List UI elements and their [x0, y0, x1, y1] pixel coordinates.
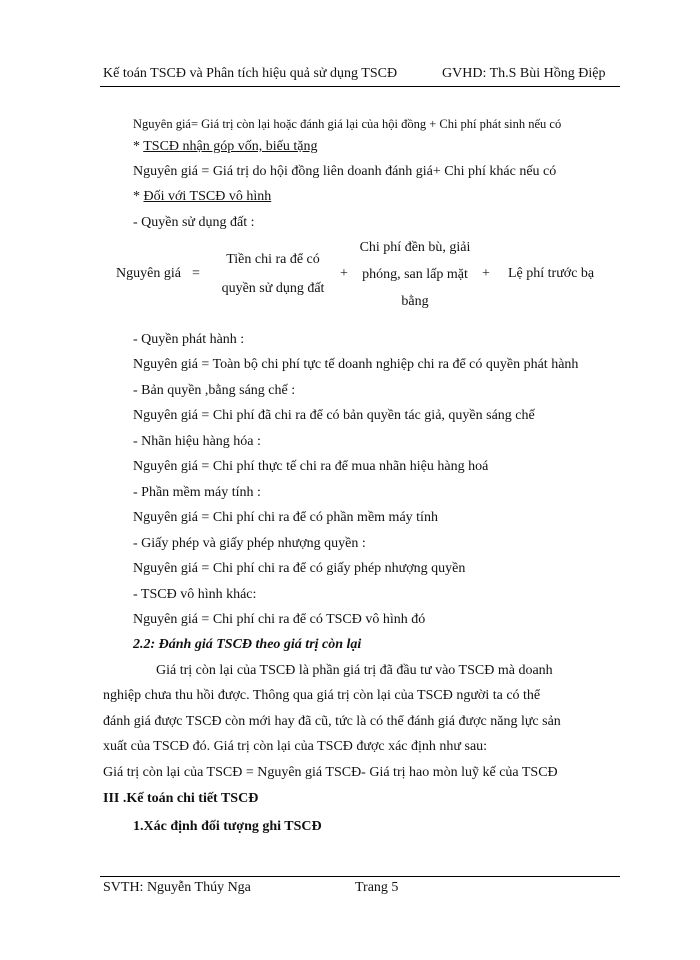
- paragraph-line: Giá trị còn lại của TSCĐ là phần giá trị đã đầu tư vào TSCĐ mà doanh: [156, 663, 553, 678]
- section-heading-iii: III .Kế toán chi tiết TSCĐ: [103, 791, 259, 806]
- formula-term1-top: Tiền chi ra để có: [226, 252, 320, 267]
- header-title: Kế toán TSCĐ và Phân tích hiệu quả sử dụng TSCĐ: [103, 66, 398, 81]
- footer-author: SVTH: Nguyễn Thúy Nga: [103, 880, 251, 895]
- item-label: - Nhãn hiệu hàng hóa :: [133, 434, 261, 449]
- formula-term3: Lệ phí trước bạ: [508, 266, 595, 281]
- section-heading-2-2: 2.2: Đánh giá TSCĐ theo giá trị còn lại: [133, 637, 362, 652]
- line-nguyen-gia-reevaluation: Nguyên giá= Giá trị còn lại hoặc đánh giá lại của hội đồng + Chi phí phát sinh nếu có: [133, 117, 562, 131]
- item-formula: Nguyên giá = Chi phí chi ra để có phần mềm máy tính: [133, 510, 438, 525]
- footer-rule: [100, 876, 620, 877]
- formula-plus-2: +: [482, 266, 490, 281]
- formula-equals: =: [192, 266, 200, 281]
- paragraph-line: nghiệp chưa thu hồi được. Thông qua giá trị còn lại của TSCĐ người ta có thể: [103, 688, 541, 703]
- formula-term2-line3: bằng: [401, 294, 429, 309]
- item-formula: Nguyên giá = Chi phí chi ra để có giấy phép nhượng quyền: [133, 561, 466, 576]
- subheading-gop-von: [133, 139, 317, 155]
- bullet-star: *: [133, 139, 144, 154]
- header-rule: [100, 86, 620, 87]
- item-formula: Nguyên giá = Chi phí chi ra để có TSCĐ vô hình đó: [133, 612, 426, 627]
- item-formula: Nguyên giá = Chi phí đã chi ra để có bản quyền tác giả, quyền sáng chế: [133, 408, 535, 423]
- item-label: - Bản quyền ,bằng sáng chế :: [133, 383, 296, 398]
- item-label: - TSCĐ vô hình khác:: [133, 587, 257, 602]
- item-label: - Giấy phép và giấy phép nhượng quyền :: [133, 536, 366, 551]
- formula-term2-line1: Chi phí đền bù, giải: [359, 240, 471, 255]
- item-label: - Phần mềm máy tính :: [133, 485, 261, 500]
- subsection-heading-1: 1.Xác định đối tượng ghi TSCĐ: [133, 819, 322, 834]
- formula-term2-line2: phóng, san lấp mặt: [362, 267, 468, 282]
- item-formula: Nguyên giá = Chi phí thực tế chi ra để mua nhãn hiệu hàng hoá: [133, 459, 489, 474]
- paragraph-line: đánh giá được TSCĐ còn mới hay đã cũ, tức là có thể đánh giá được năng lực sản: [103, 714, 561, 729]
- formula-plus-1: +: [340, 266, 348, 281]
- footer-page-number: Trang 5: [355, 880, 399, 895]
- formula-lhs: Nguyên giá: [116, 266, 181, 281]
- line-nguyen-gia-lien-doanh: Nguyên giá = Giá trị do hội đồng liên doanh đánh giá+ Chi phí khác nếu có: [133, 164, 557, 179]
- formula-gia-tri-con-lai: Giá trị còn lại của TSCĐ = Nguyên giá TSCĐ- Giá trị hao mòn luỹ kế của TSCĐ: [103, 765, 558, 780]
- subheading-gop-von-text: TSCĐ nhận góp vốn, biếu tặng: [143, 139, 318, 154]
- item-formula: Nguyên giá = Toàn bộ chi phí tực tế doanh nghiệp chi ra để có quyền phát hành: [133, 357, 579, 372]
- bullet-star: *: [133, 189, 144, 204]
- formula-term1-bottom: quyền sử dụng đất: [221, 281, 325, 296]
- item-label: - Quyền phát hành :: [133, 332, 245, 347]
- label-quyen-su-dung-dat: - Quyền sử dụng đất :: [133, 215, 255, 230]
- subheading-vo-hinh-text: Đối với TSCĐ vô hình: [143, 189, 272, 204]
- paragraph-line: xuất của TSCĐ đó. Giá trị còn lại của TSCĐ được xác định như sau:: [103, 739, 488, 754]
- subheading-vo-hinh: [133, 189, 271, 205]
- header-advisor: GVHD: Th.S Bùi Hồng Điệp: [442, 66, 606, 81]
